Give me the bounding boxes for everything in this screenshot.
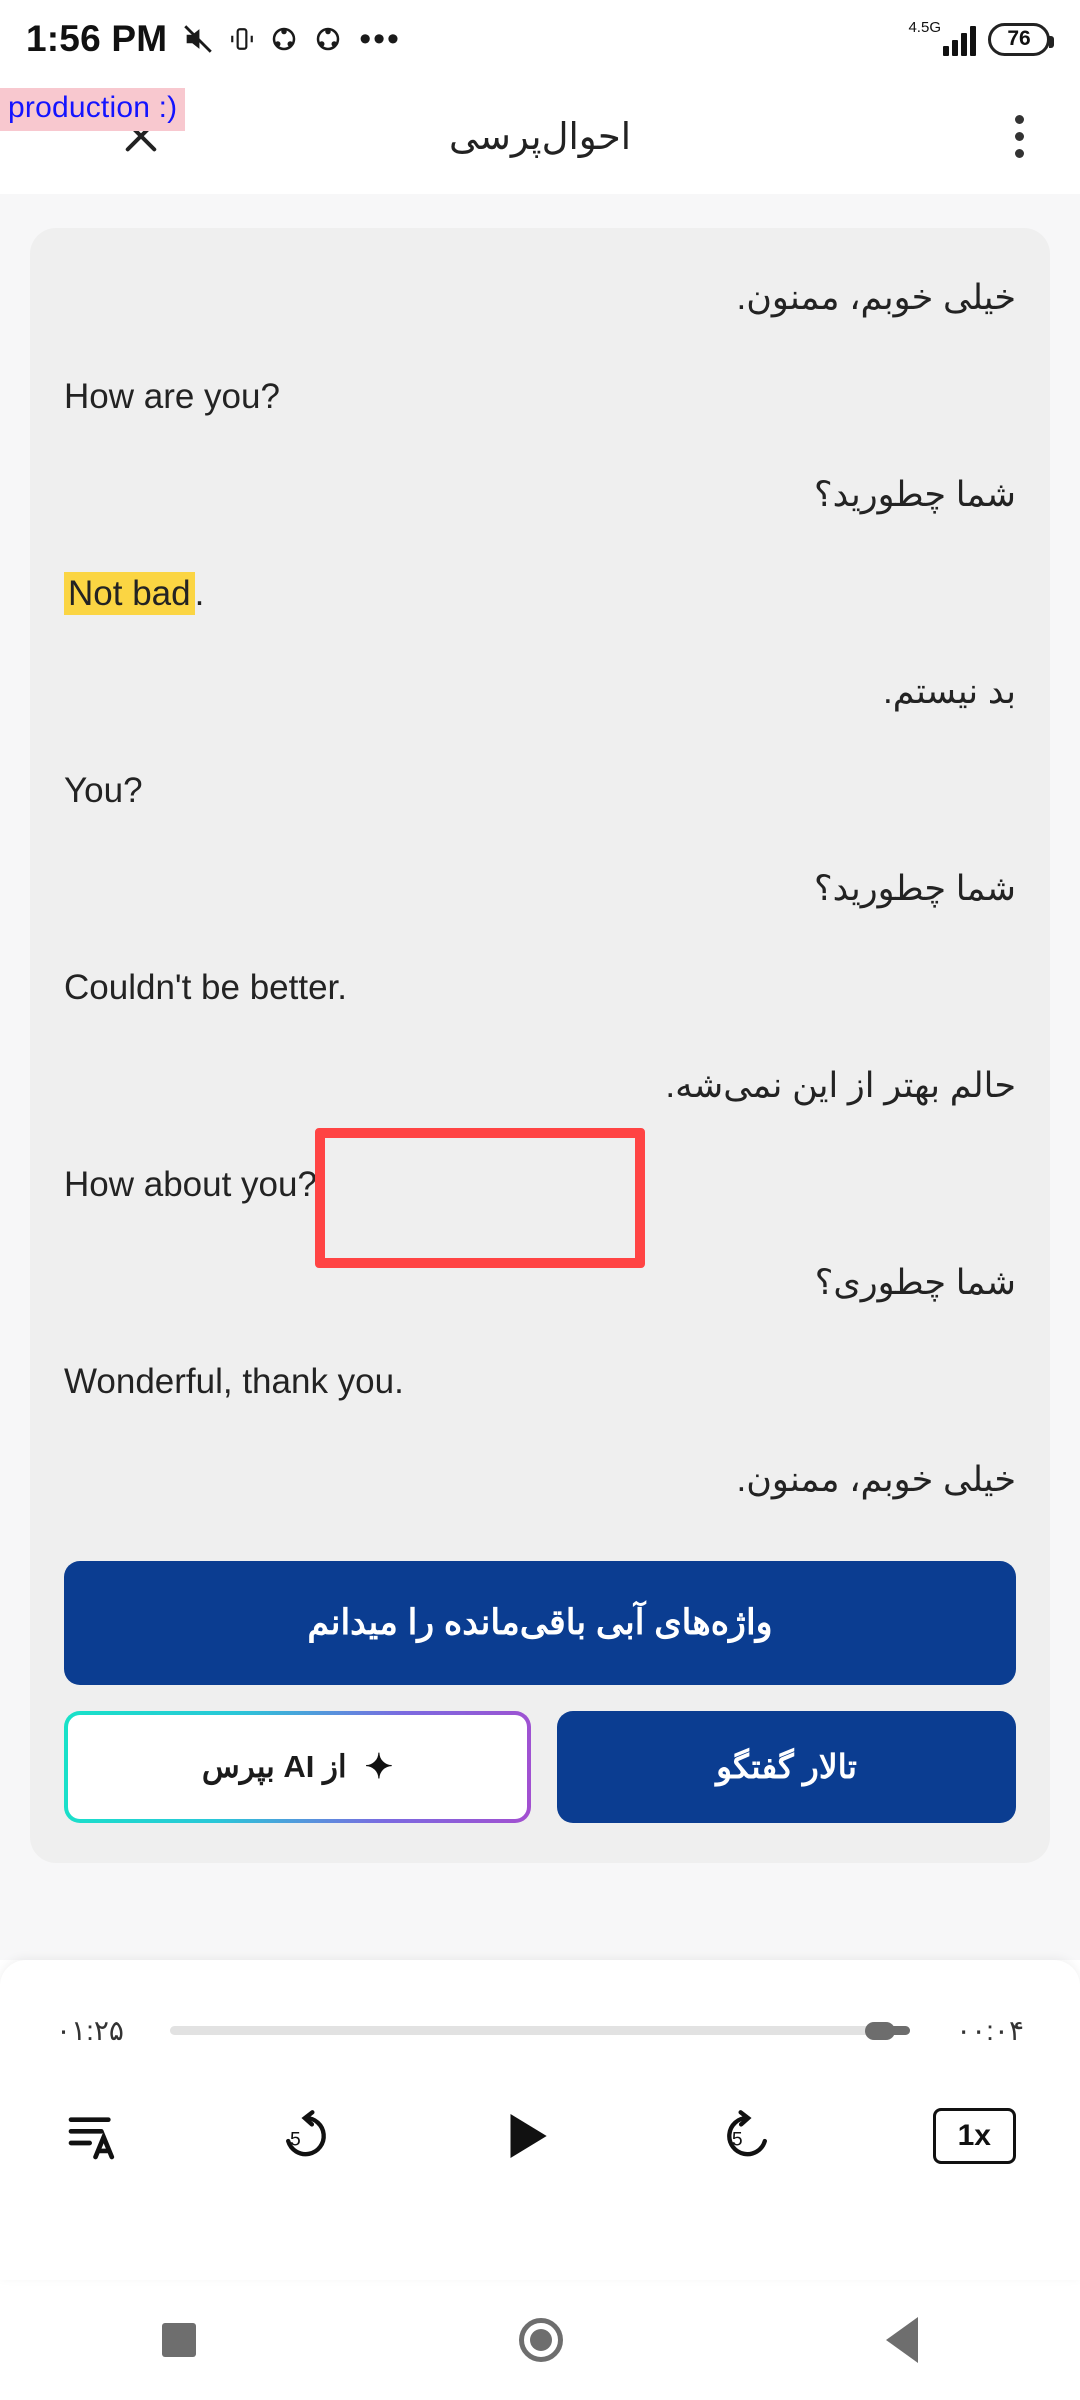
vibrate-icon (229, 24, 255, 54)
seek-thumb[interactable] (865, 2022, 895, 2040)
overflow-menu-icon[interactable] (999, 105, 1040, 168)
svg-text:5: 5 (289, 2129, 301, 2151)
signal-icon (943, 22, 976, 56)
playback-speed-button[interactable]: 1x (933, 2108, 1016, 2164)
conversation-line: شما چطورید؟ (814, 869, 1016, 908)
conversation-line: How about you? (64, 1164, 317, 1204)
seek-bar[interactable] (170, 2026, 910, 2035)
transcript-icon[interactable] (64, 2108, 120, 2164)
conversation-line: You? (64, 770, 143, 810)
ask-ai-label: از AI بپرس (201, 1748, 347, 1784)
battery-level: 76 (1007, 27, 1031, 50)
conversation-line: بد نیستم. (883, 672, 1016, 711)
content-area (0, 194, 1080, 1960)
recents-square-icon[interactable] (162, 2323, 196, 2357)
conversation-line: حالم بهتر از این نمی‌شه. (665, 1066, 1016, 1105)
player-controls (56, 2105, 1024, 2167)
seek-row (56, 2014, 1024, 2047)
conversation-line: How are you? (64, 376, 280, 416)
conversation-line-highlighted (64, 568, 1016, 621)
rewind-5-icon[interactable] (279, 2107, 337, 2165)
status-bar-right (898, 18, 1050, 56)
forward-5-icon[interactable] (716, 2107, 774, 2165)
debug-production-label: production :) (0, 88, 185, 131)
network-label: 4.5G (908, 18, 941, 36)
back-triangle-icon[interactable] (886, 2317, 918, 2363)
home-circle-icon[interactable] (519, 2318, 563, 2362)
conversation-card (30, 228, 1050, 1863)
ask-ai-button[interactable] (64, 1711, 531, 1823)
conversation-line: شما چطوری؟ (814, 1263, 1016, 1302)
svg-text:5: 5 (731, 2129, 743, 2151)
play-icon[interactable] (495, 2105, 557, 2167)
status-bar (0, 0, 1080, 78)
mute-icon (181, 22, 215, 56)
status-clock: 1:56 PM (26, 18, 168, 59)
elapsed-time: ۰۰:۰۴ (956, 2015, 1024, 2046)
highlighted-phrase: Not bad (64, 572, 195, 615)
sync-icon (313, 24, 343, 54)
duration-time: ۰۱:۲۵ (56, 2015, 124, 2046)
status-bar-left (26, 18, 401, 60)
audio-player (0, 1960, 1080, 2280)
action-button-row (64, 1711, 1016, 1823)
chat-forum-button[interactable]: تالار گفتگو (557, 1711, 1016, 1823)
system-nav-bar (0, 2280, 1080, 2400)
sparkle-icon: ✦ (364, 1747, 394, 1786)
conversation-line: Wonderful, thank you. (64, 1361, 404, 1401)
page-title: احوال‌پرسی (449, 115, 631, 157)
conversation-line: خیلی خوبم، ممنون. (736, 278, 1016, 317)
conversation-line: شما چطورید؟ (814, 475, 1016, 514)
sync-icon (269, 24, 299, 54)
line-tail: . (194, 573, 205, 613)
more-icon: ••• (359, 20, 401, 58)
known-blue-words-button[interactable]: واژه‌های آبی باقی‌مانده را میدانم (64, 1561, 1016, 1685)
conversation-line: Couldn't be better. (64, 967, 347, 1007)
battery-icon (988, 23, 1050, 56)
conversation-line: خیلی خوبم، ممنون. (736, 1460, 1016, 1499)
